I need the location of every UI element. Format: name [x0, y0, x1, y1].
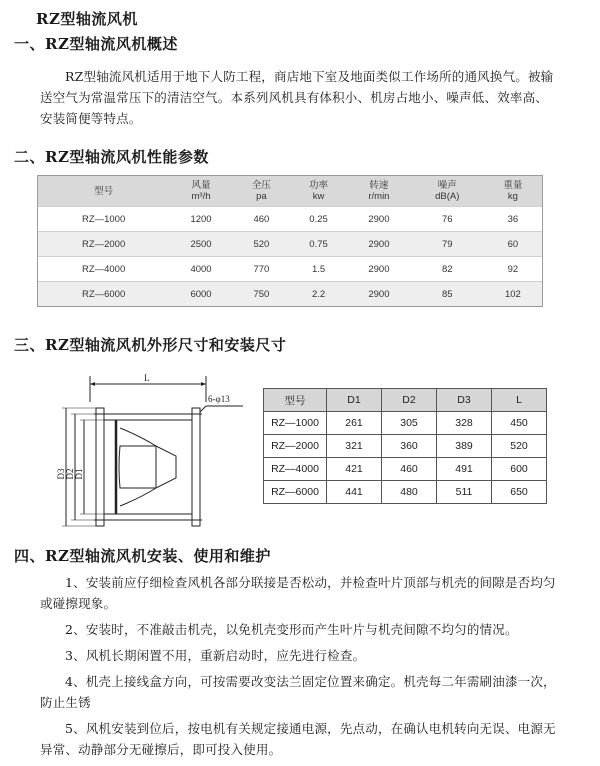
- performance-table-header: [38, 176, 543, 207]
- list-item: 2、安装时，不准敲击机壳，以免机壳变形而产生叶片与机壳间隙不均匀的情况。: [65, 622, 518, 637]
- model-cell: RZ—6000: [264, 481, 327, 504]
- pressure-cell: 460: [233, 207, 290, 232]
- pressure-cell: 750: [233, 282, 290, 307]
- label-d1: D1: [74, 468, 84, 480]
- noise-cell: 76: [411, 207, 484, 232]
- table-row: [38, 207, 543, 232]
- table-row: [264, 458, 547, 481]
- d2-cell: 460: [382, 458, 437, 481]
- section-1-heading: 一、RZ型轴流风机概述: [14, 35, 178, 53]
- header-cell: 型号: [38, 176, 170, 207]
- header-cell: 重量 kg: [484, 176, 543, 207]
- speed-cell: 2900: [347, 282, 411, 307]
- header-cell: 风量 m³/h: [169, 176, 233, 207]
- model-cell: RZ—1000: [264, 412, 327, 435]
- section-2-heading: 二、RZ型轴流风机性能参数: [14, 148, 209, 166]
- power-cell: 2.2: [290, 282, 347, 307]
- l-cell: 520: [492, 435, 547, 458]
- dimension-table: [263, 388, 547, 504]
- dimension-table-header: [264, 389, 547, 412]
- d1-cell: 421: [327, 458, 382, 481]
- airflow-cell: 6000: [169, 282, 233, 307]
- section-3-heading: 三、RZ型轴流风机外形尺寸和安装尺寸: [14, 336, 287, 354]
- model-cell: RZ—4000: [38, 257, 170, 282]
- model-cell: RZ—6000: [38, 282, 170, 307]
- pressure-cell: 770: [233, 257, 290, 282]
- maintenance-list: [40, 572, 566, 760]
- inlet-curve-bottom: [120, 488, 156, 506]
- section-1-paragraph: [40, 66, 560, 129]
- speed-cell: 2900: [347, 207, 411, 232]
- d1-cell: 261: [327, 412, 382, 435]
- table-row: [38, 232, 543, 257]
- header-cell: D2: [382, 389, 437, 412]
- l-cell: 650: [492, 481, 547, 504]
- d2-cell: 305: [382, 412, 437, 435]
- airflow-cell: 4000: [169, 257, 233, 282]
- power-cell: 1.5: [290, 257, 347, 282]
- d1-cell: 321: [327, 435, 382, 458]
- airflow-cell: 1200: [169, 207, 233, 232]
- list-item: 5、风机安装到位后，按电机有关规定接通电源，先点动，在确认电机转向无误、电源无异常、动静部分无碰擦后，即可投入使用。: [40, 721, 556, 757]
- noise-cell: 85: [411, 282, 484, 307]
- document-title: RZ型轴流风机: [36, 10, 138, 28]
- arrow-icon: [90, 382, 95, 386]
- list-item: 4、机壳上接线盒方向，可按需要改变法兰固定位置来确定。机壳每二年需刷油漆一次，防止生锈: [40, 674, 556, 710]
- motor-body: [119, 446, 176, 488]
- left-flange: [96, 408, 104, 526]
- table-row: [38, 282, 543, 307]
- power-cell: 0.75: [290, 232, 347, 257]
- model-cell: RZ—1000: [38, 207, 170, 232]
- table-row: [264, 435, 547, 458]
- d3-cell: 511: [437, 481, 492, 504]
- pressure-cell: 520: [233, 232, 290, 257]
- table-row: [38, 257, 543, 282]
- weight-cell: 36: [484, 207, 543, 232]
- model-cell: RZ—4000: [264, 458, 327, 481]
- weight-cell: 92: [484, 257, 543, 282]
- l-cell: 450: [492, 412, 547, 435]
- d2-cell: 480: [382, 481, 437, 504]
- label-d3: D3: [56, 468, 66, 480]
- d3-cell: 389: [437, 435, 492, 458]
- weight-cell: 102: [484, 282, 543, 307]
- right-flange: [192, 408, 200, 526]
- section-4-heading: 四、RZ型轴流风机安装、使用和维护: [14, 547, 271, 565]
- inlet-curve-top: [120, 428, 156, 446]
- speed-cell: 2900: [347, 232, 411, 257]
- list-item: 1、安装前应仔细检查风机各部分联接是否松动，并检查叶片顶部与机壳的间隙是否均匀或碰擦现象。: [40, 575, 556, 611]
- model-cell: RZ—2000: [264, 435, 327, 458]
- noise-cell: 82: [411, 257, 484, 282]
- airflow-cell: 2500: [169, 232, 233, 257]
- d3-cell: 491: [437, 458, 492, 481]
- weight-cell: 60: [484, 232, 543, 257]
- header-cell: D1: [327, 389, 382, 412]
- d3-cell: 328: [437, 412, 492, 435]
- label-holes: 6-φ13: [208, 394, 230, 404]
- header-cell: 型号: [264, 389, 327, 412]
- noise-cell: 79: [411, 232, 484, 257]
- table-row: [264, 412, 547, 435]
- arrow-icon: [201, 382, 206, 386]
- fan-dimension-drawing: [58, 372, 248, 534]
- header-cell: D3: [437, 389, 492, 412]
- overview-text: RZ型轴流风机适用于地下人防工程，商店地下室及地面类似工作场所的通风换气。被输送空气为常温常压下的清洁空气。本系列风机具有体积小、机房占地小、噪声低、效率高、安装简便等特点。: [40, 69, 554, 126]
- l-cell: 600: [492, 458, 547, 481]
- list-item: 3、风机长期闲置不用，重新启动时，应先进行检查。: [65, 648, 366, 663]
- d1-cell: 441: [327, 481, 382, 504]
- performance-table: [37, 175, 543, 307]
- label-l: L: [144, 373, 150, 383]
- speed-cell: 2900: [347, 257, 411, 282]
- header-cell: 噪声 dB(A): [411, 176, 484, 207]
- header-cell: 功率 kw: [290, 176, 347, 207]
- header-cell: 全压 pa: [233, 176, 290, 207]
- header-cell: 转速 r/min: [347, 176, 411, 207]
- d2-cell: 360: [382, 435, 437, 458]
- table-row: [264, 481, 547, 504]
- power-cell: 0.25: [290, 207, 347, 232]
- model-cell: RZ—2000: [38, 232, 170, 257]
- header-cell: L: [492, 389, 547, 412]
- label-d2: D2: [65, 468, 75, 480]
